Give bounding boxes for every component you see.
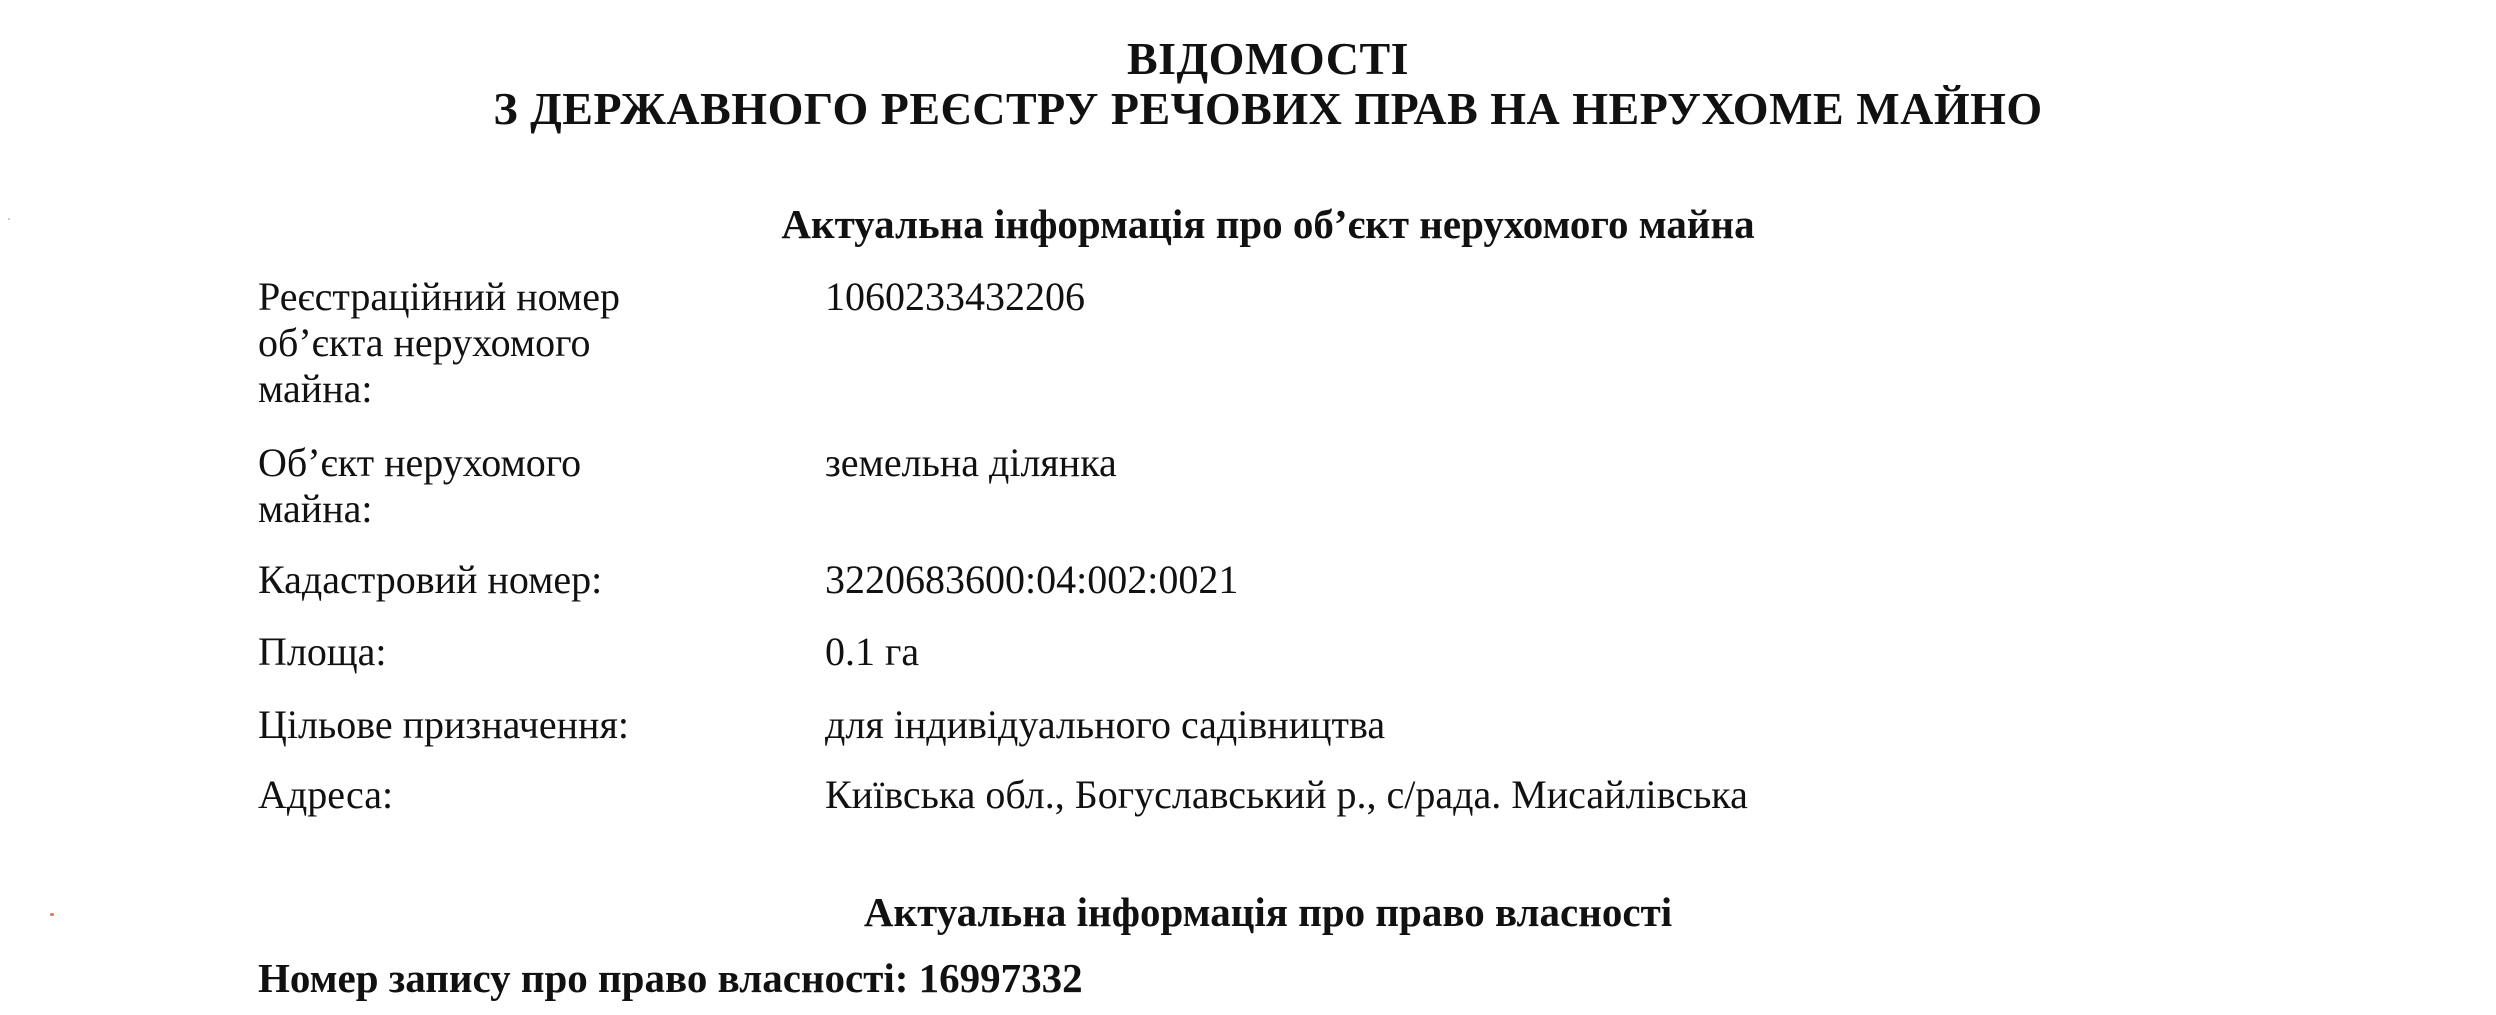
purpose-label: Цільове призначення: <box>258 702 629 747</box>
registration-number-label: Реєстраційний номер об’єкта нерухомого майна: <box>258 274 620 411</box>
cadastral-number-label: Кадастровий номер: <box>258 557 603 602</box>
ownership-record-number: Номер запису про право власності: 16997332 <box>258 955 1083 1001</box>
object-type-label: Об’єкт нерухомого майна: <box>258 440 582 531</box>
object-section-heading: Актуальна інформація про об’єкт нерухомого майна <box>781 201 1755 247</box>
registration-number-value: 1060233432206 <box>825 274 1085 319</box>
scan-speck <box>50 913 54 916</box>
ownership-section-heading: Актуальна інформація про право власності <box>863 889 1673 935</box>
area-label: Площа: <box>258 629 387 674</box>
scan-speck <box>8 218 10 220</box>
document-title: ВІДОМОСТІ <box>1126 33 1410 84</box>
document-subtitle: З ДЕРЖАВНОГО РЕЄСТРУ РЕЧОВИХ ПРАВ НА НЕРУХОМЕ МАЙНО <box>493 83 2043 134</box>
cadastral-number-value: 3220683600:04:002:0021 <box>825 557 1239 602</box>
address-label: Адреса: <box>258 772 394 817</box>
address-value: Київська обл., Богуславський р., с/рада. Мисайлівська <box>825 772 1748 817</box>
area-value: 0.1 га <box>825 629 920 674</box>
purpose-value: для індивідуального садівництва <box>825 702 1386 747</box>
object-type-value: земельна ділянка <box>825 440 1117 485</box>
